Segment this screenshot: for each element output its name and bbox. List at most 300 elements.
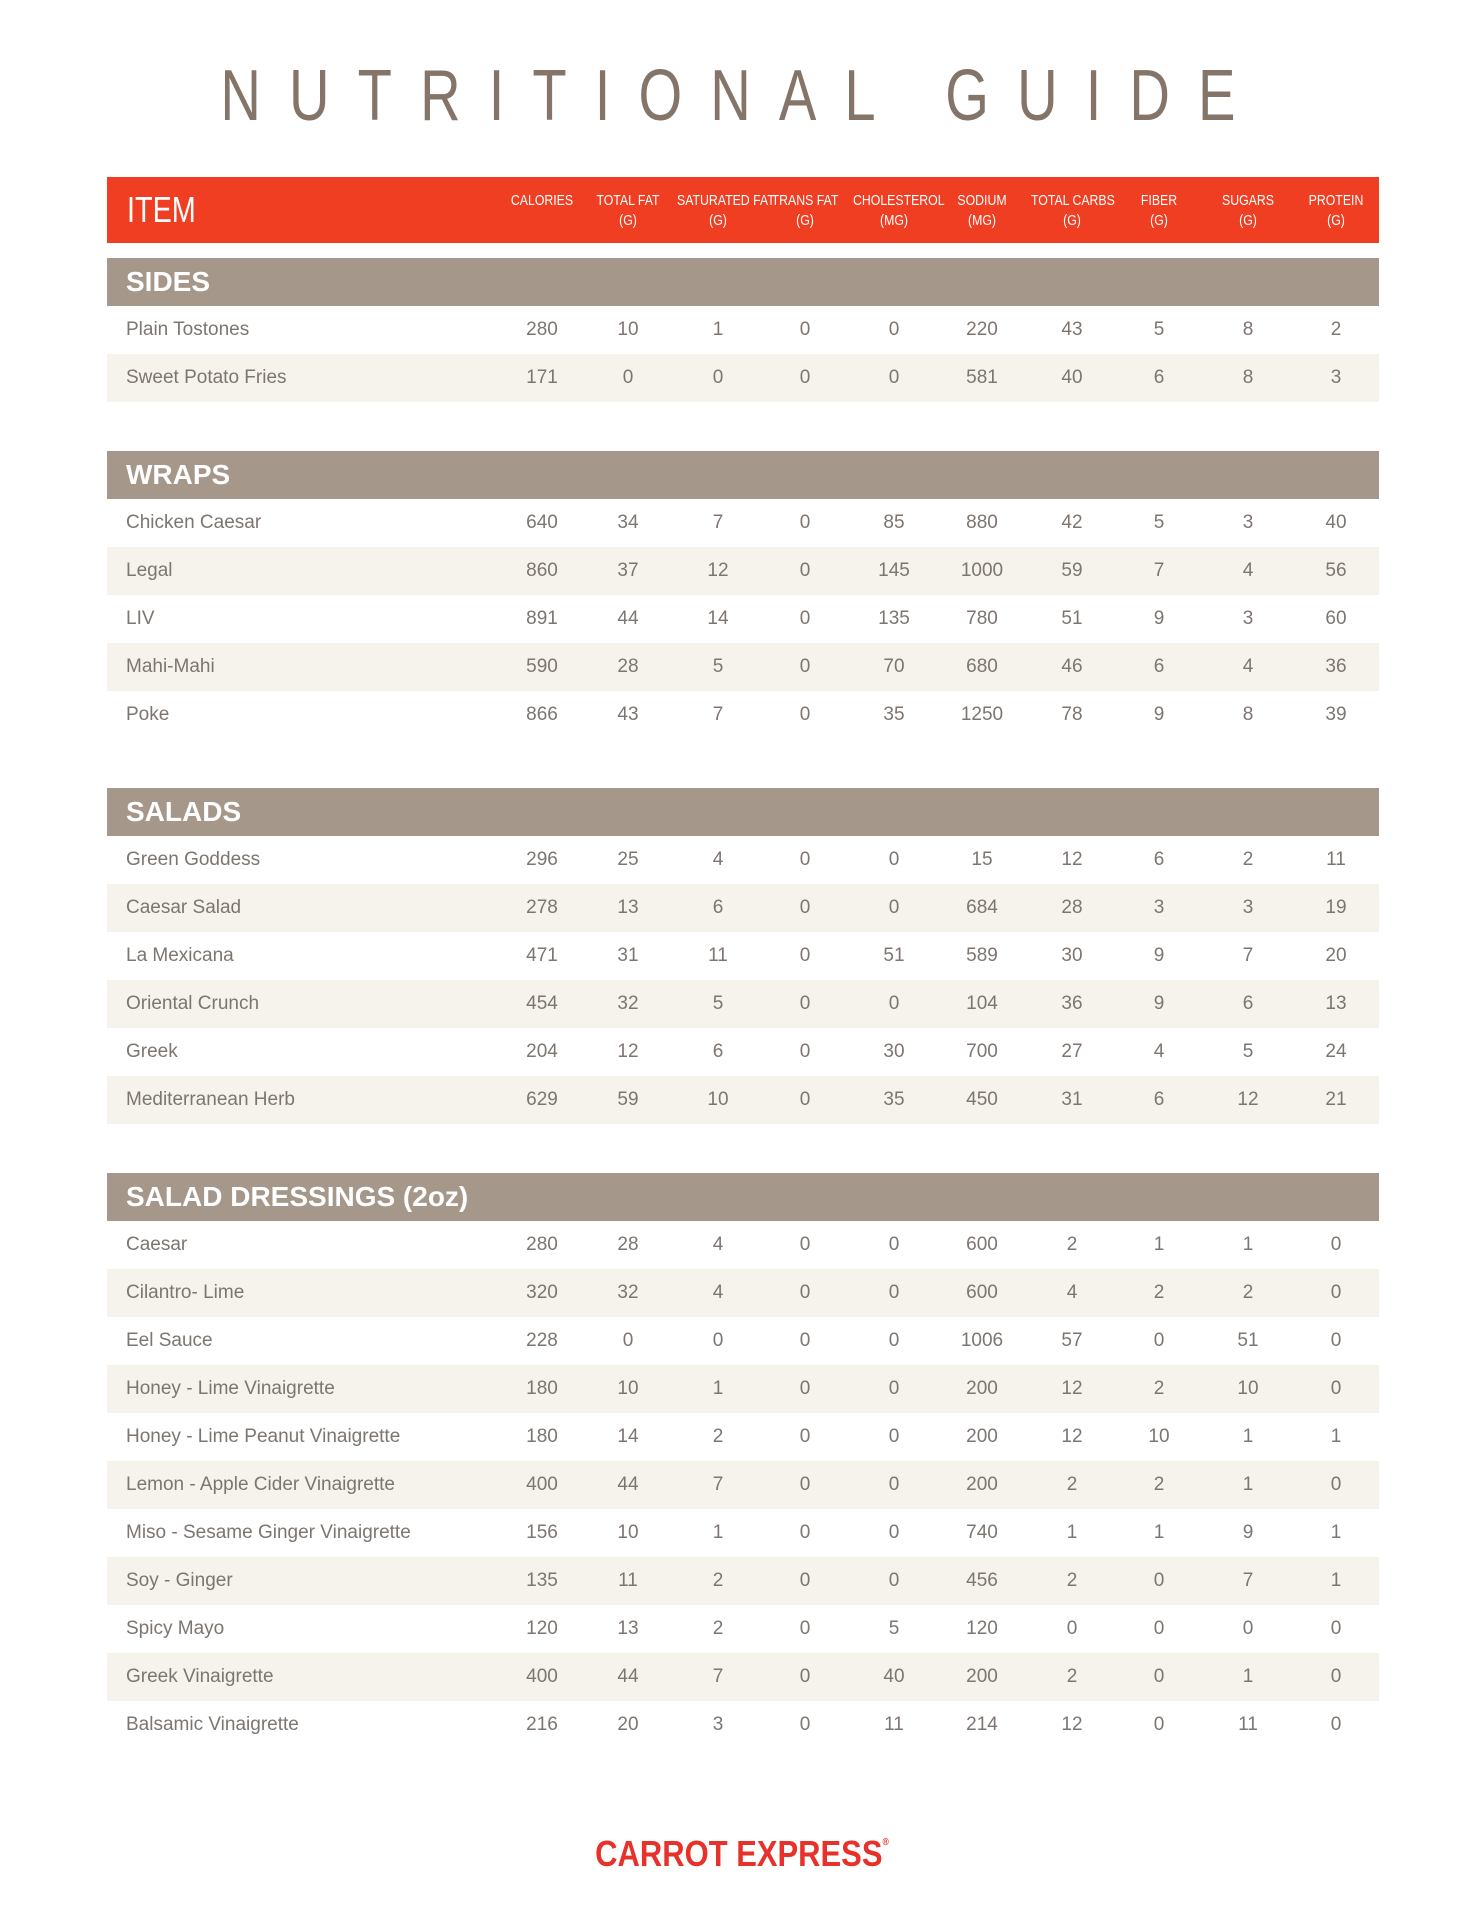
table-row [107, 884, 1379, 932]
table-cell: 43 [1061, 319, 1083, 340]
table-cell: 0 [799, 608, 811, 629]
table-cell: 0 [799, 897, 811, 918]
table-cell: 10 [617, 1378, 639, 1399]
table-cell: 5 [712, 656, 724, 677]
item-name: Chicken Caesar [126, 512, 262, 533]
table-cell: 13 [617, 897, 639, 918]
table-row [107, 1317, 1379, 1365]
table-cell: 12 [1061, 849, 1083, 870]
table-cell: 11 [708, 945, 728, 966]
table-cell: 0 [1330, 1330, 1342, 1351]
table-cell: 0 [799, 367, 811, 388]
table-cell: 12 [1061, 1426, 1083, 1447]
table-cell: 0 [888, 1426, 900, 1447]
table-cell: 6 [712, 897, 724, 918]
table-cell: 24 [1325, 1041, 1347, 1062]
item-name: Honey - Lime Vinaigrette [126, 1378, 335, 1399]
table-cell: 0 [1242, 1618, 1254, 1639]
table-row [107, 1413, 1379, 1461]
column-header [764, 191, 846, 231]
column-header-unit: (MG) [879, 212, 909, 229]
item-name: Cilantro- Lime [126, 1282, 245, 1303]
table-cell: 180 [526, 1426, 558, 1447]
table-cell: 44 [617, 1666, 639, 1687]
table-cell: 0 [712, 1330, 724, 1351]
table-cell: 32 [617, 993, 639, 1014]
table-cell: 70 [883, 656, 905, 677]
table-row [107, 1028, 1379, 1076]
table-cell: 180 [526, 1378, 558, 1399]
column-header-label: CHOLESTEROL [853, 192, 945, 209]
table-cell: 780 [966, 608, 998, 629]
table-cell: 85 [883, 512, 905, 533]
table-cell: 120 [966, 1618, 998, 1639]
table-cell: 10 [707, 1089, 729, 1110]
table-row [107, 980, 1379, 1028]
table-cell: 684 [966, 897, 998, 918]
table-row [107, 1076, 1379, 1124]
table-cell: 135 [878, 608, 910, 629]
item-name: Lemon - Apple Cider Vinaigrette [126, 1474, 395, 1495]
table-cell: 0 [888, 1474, 900, 1495]
table-cell: 0 [888, 849, 900, 870]
brand-logo: CARROT EXPRESS® [595, 1833, 889, 1874]
table-cell: 7 [1242, 945, 1254, 966]
nutrition-table [107, 177, 1379, 1749]
table-cell: 589 [966, 945, 998, 966]
table-cell: 5 [888, 1618, 900, 1639]
table-row [107, 1653, 1379, 1701]
table-cell: 37 [617, 560, 639, 581]
table-cell: 31 [617, 945, 639, 966]
table-cell: 866 [526, 704, 558, 725]
table-cell: 2 [1066, 1666, 1078, 1687]
item-name: Greek Vinaigrette [126, 1666, 274, 1687]
column-header-label: TOTAL FAT [596, 192, 660, 209]
table-cell: 220 [966, 319, 998, 340]
table-cell: 10 [617, 319, 639, 340]
table-cell: 0 [1330, 1666, 1342, 1687]
table-cell: 12 [1237, 1089, 1259, 1110]
table-cell: 8 [1242, 367, 1254, 388]
column-header-unit: (G) [1063, 212, 1081, 229]
table-cell: 0 [799, 1570, 811, 1591]
table-cell: 4 [712, 1282, 724, 1303]
column-header-unit: (G) [619, 212, 637, 229]
table-cell: 145 [878, 560, 910, 581]
item-name: Mediterranean Herb [126, 1089, 295, 1110]
table-cell: 0 [799, 656, 811, 677]
table-cell: 10 [1148, 1426, 1170, 1447]
item-name: Balsamic Vinaigrette [126, 1714, 299, 1735]
table-cell: 0 [888, 1282, 900, 1303]
table-cell: 0 [799, 319, 811, 340]
table-cell: 11 [1326, 849, 1346, 870]
column-header-label: FIBER [1140, 192, 1178, 209]
table-cell: 4 [1242, 560, 1254, 581]
column-header-label: TOTAL CARBS [1031, 192, 1115, 209]
item-name: Caesar [126, 1234, 188, 1255]
table-cell: 2 [1330, 319, 1342, 340]
table-cell: 5 [1153, 319, 1165, 340]
table-cell: 0 [799, 1426, 811, 1447]
column-header [501, 191, 583, 211]
table-cell: 7 [712, 704, 724, 725]
table-row [107, 1269, 1379, 1317]
column-header-label: TRANS FAT [771, 192, 839, 209]
table-cell: 9 [1153, 608, 1165, 629]
table-cell: 0 [1330, 1282, 1342, 1303]
table-cell: 8 [1242, 319, 1254, 340]
table-row [107, 1509, 1379, 1557]
table-cell: 200 [966, 1378, 998, 1399]
table-cell: 36 [1325, 656, 1347, 677]
table-cell: 135 [526, 1570, 558, 1591]
item-name: Green Goddess [126, 849, 261, 870]
table-cell: 120 [526, 1618, 558, 1639]
table-cell: 12 [1061, 1714, 1083, 1735]
table-header [107, 177, 1379, 243]
column-header-unit: (MG) [967, 212, 997, 229]
table-cell: 0 [888, 993, 900, 1014]
table-cell: 28 [617, 1234, 639, 1255]
table-cell: 3 [1153, 897, 1165, 918]
table-cell: 0 [888, 1330, 900, 1351]
table-row [107, 306, 1379, 354]
table-cell: 10 [1237, 1378, 1259, 1399]
table-cell: 0 [799, 1282, 811, 1303]
item-name: Eel Sauce [126, 1330, 213, 1351]
table-row [107, 1557, 1379, 1605]
table-row [107, 691, 1379, 739]
table-cell: 60 [1325, 608, 1347, 629]
table-cell: 4 [1066, 1282, 1078, 1303]
table-row [107, 643, 1379, 691]
column-header [1031, 191, 1113, 231]
table-cell: 20 [1325, 945, 1347, 966]
table-cell: 0 [1153, 1330, 1165, 1351]
table-cell: 296 [526, 849, 558, 870]
table-cell: 4 [712, 849, 724, 870]
table-cell: 13 [1325, 993, 1347, 1014]
table-cell: 581 [966, 367, 998, 388]
table-cell: 2 [1066, 1234, 1078, 1255]
table-cell: 1 [1242, 1666, 1254, 1687]
table-cell: 0 [1153, 1666, 1165, 1687]
item-name: Soy - Ginger [126, 1570, 233, 1591]
table-cell: 12 [1061, 1378, 1083, 1399]
column-header-unit: (G) [709, 212, 727, 229]
table-cell: 6 [1242, 993, 1254, 1014]
table-cell: 1 [1153, 1522, 1165, 1543]
table-cell: 13 [617, 1618, 639, 1639]
table-cell: 12 [707, 560, 729, 581]
table-cell: 1 [712, 319, 724, 340]
table-cell: 0 [799, 1714, 811, 1735]
item-name: LIV [126, 608, 155, 629]
table-cell: 7 [1153, 560, 1165, 581]
table-cell: 43 [617, 704, 639, 725]
table-row [107, 1221, 1379, 1269]
table-cell: 0 [1153, 1618, 1165, 1639]
column-header-label: SUGARS [1222, 192, 1274, 209]
table-cell: 6 [1153, 849, 1165, 870]
table-cell: 12 [617, 1041, 639, 1062]
table-cell: 30 [883, 1041, 905, 1062]
table-cell: 200 [966, 1426, 998, 1447]
table-cell: 171 [526, 367, 558, 388]
table-cell: 0 [1153, 1570, 1165, 1591]
table-row [107, 932, 1379, 980]
table-cell: 2 [712, 1426, 724, 1447]
table-cell: 40 [883, 1666, 905, 1687]
table-cell: 5 [1153, 512, 1165, 533]
table-cell: 46 [1061, 656, 1083, 677]
item-name: Poke [126, 704, 170, 725]
column-header-unit: (G) [796, 212, 814, 229]
table-cell: 59 [1061, 560, 1083, 581]
table-cell: 32 [617, 1282, 639, 1303]
table-cell: 0 [799, 704, 811, 725]
table-cell: 34 [617, 512, 639, 533]
table-cell: 51 [883, 945, 905, 966]
table-cell: 1006 [960, 1330, 1004, 1351]
table-cell: 0 [799, 1474, 811, 1495]
table-cell: 104 [966, 993, 998, 1014]
table-cell: 0 [1330, 1378, 1342, 1399]
item-name: Sweet Potato Fries [126, 367, 287, 388]
table-cell: 1 [1242, 1426, 1254, 1447]
table-cell: 40 [1061, 367, 1083, 388]
column-header-unit: (G) [1327, 212, 1345, 229]
table-cell: 1 [1153, 1234, 1165, 1255]
table-cell: 44 [617, 608, 639, 629]
item-name: Greek [126, 1041, 178, 1062]
table-cell: 6 [1153, 367, 1165, 388]
table-row [107, 354, 1379, 402]
table-cell: 30 [1061, 945, 1083, 966]
table-cell: 0 [1330, 1618, 1342, 1639]
table-cell: 28 [1061, 897, 1083, 918]
section-header: WRAPS [107, 451, 1379, 499]
table-cell: 0 [888, 897, 900, 918]
item-name: Legal [126, 560, 173, 581]
column-header [587, 191, 669, 231]
column-header-unit: (G) [1150, 212, 1168, 229]
table-cell: 6 [712, 1041, 724, 1062]
table-cell: 3 [1330, 367, 1342, 388]
table-cell: 3 [1242, 897, 1254, 918]
table-cell: 400 [526, 1666, 558, 1687]
table-cell: 31 [1061, 1089, 1083, 1110]
table-cell: 0 [888, 1234, 900, 1255]
table-cell: 6 [1153, 1089, 1165, 1110]
page-title: NUTRITIONAL GUIDE [220, 56, 1264, 136]
table-cell: 0 [888, 1378, 900, 1399]
table-cell: 0 [799, 849, 811, 870]
table-cell: 1 [712, 1522, 724, 1543]
table-cell: 1 [1330, 1426, 1342, 1447]
table-cell: 20 [617, 1714, 639, 1735]
table-cell: 640 [526, 512, 558, 533]
column-header-label: SATURATED FAT [677, 192, 775, 209]
table-cell: 450 [966, 1089, 998, 1110]
table-cell: 590 [526, 656, 558, 677]
table-cell: 21 [1325, 1089, 1347, 1110]
table-cell: 57 [1061, 1330, 1083, 1351]
table-cell: 278 [526, 897, 558, 918]
column-header [1207, 191, 1289, 231]
table-cell: 35 [883, 704, 905, 725]
column-header [1118, 191, 1200, 231]
table-cell: 0 [622, 1330, 634, 1351]
table-cell: 456 [966, 1570, 998, 1591]
table-cell: 156 [526, 1522, 558, 1543]
table-cell: 25 [617, 849, 639, 870]
table-cell: 5 [712, 993, 724, 1014]
table-cell: 40 [1325, 512, 1347, 533]
column-header-label: CALORIES [510, 192, 574, 209]
table-cell: 36 [1061, 993, 1083, 1014]
table-cell: 4 [712, 1234, 724, 1255]
table-cell: 3 [712, 1714, 724, 1735]
table-cell: 0 [888, 1522, 900, 1543]
table-cell: 0 [799, 1089, 811, 1110]
table-cell: 280 [526, 319, 558, 340]
table-cell: 2 [1153, 1378, 1165, 1399]
table-cell: 11 [1238, 1714, 1258, 1735]
table-row [107, 1701, 1379, 1749]
table-cell: 0 [1330, 1714, 1342, 1735]
table-cell: 0 [1066, 1618, 1078, 1639]
table-cell: 7 [712, 1474, 724, 1495]
table-cell: 59 [617, 1089, 639, 1110]
table-cell: 1250 [960, 704, 1004, 725]
table-cell: 0 [799, 1378, 811, 1399]
table-cell: 214 [966, 1714, 998, 1735]
table-cell: 0 [712, 367, 724, 388]
table-cell: 216 [526, 1714, 558, 1735]
table-cell: 42 [1061, 512, 1083, 533]
table-cell: 0 [622, 367, 634, 388]
table-cell: 27 [1061, 1041, 1083, 1062]
section-header: SALADS [107, 788, 1379, 836]
table-cell: 0 [799, 1330, 811, 1351]
table-row [107, 1461, 1379, 1509]
item-name: Plain Tostones [126, 319, 250, 340]
table-cell: 0 [799, 945, 811, 966]
table-cell: 0 [799, 512, 811, 533]
table-cell: 0 [799, 1618, 811, 1639]
column-header-label: SODIUM [957, 192, 1007, 209]
table-row [107, 1605, 1379, 1653]
table-cell: 3 [1242, 608, 1254, 629]
table-cell: 860 [526, 560, 558, 581]
table-cell: 14 [617, 1426, 639, 1447]
table-cell: 0 [799, 1666, 811, 1687]
table-cell: 51 [1061, 608, 1083, 629]
item-name: Spicy Mayo [126, 1618, 225, 1639]
table-cell: 6 [1153, 656, 1165, 677]
table-cell: 680 [966, 656, 998, 677]
table-cell: 44 [617, 1474, 639, 1495]
column-header-label: PROTEIN [1308, 192, 1364, 209]
table-cell: 700 [966, 1041, 998, 1062]
table-cell: 2 [1153, 1282, 1165, 1303]
table-cell: 10 [617, 1522, 639, 1543]
table-cell: 0 [799, 993, 811, 1014]
table-cell: 0 [1153, 1714, 1165, 1735]
table-cell: 891 [526, 608, 558, 629]
table-cell: 280 [526, 1234, 558, 1255]
table-cell: 0 [1330, 1234, 1342, 1255]
table-cell: 4 [1153, 1041, 1165, 1062]
table-cell: 51 [1237, 1330, 1259, 1351]
table-cell: 600 [966, 1234, 998, 1255]
table-cell: 19 [1325, 897, 1347, 918]
table-cell: 200 [966, 1666, 998, 1687]
table-cell: 1 [1330, 1522, 1342, 1543]
table-cell: 11 [618, 1570, 638, 1591]
column-header [1295, 191, 1377, 231]
table-cell: 1 [1242, 1474, 1254, 1495]
table-row [107, 595, 1379, 643]
table-cell: 56 [1325, 560, 1347, 581]
section-header: SALAD DRESSINGS (2oz) [107, 1173, 1379, 1221]
table-cell: 0 [799, 1234, 811, 1255]
table-cell: 1 [1242, 1234, 1254, 1255]
table-cell: 228 [526, 1330, 558, 1351]
table-row [107, 547, 1379, 595]
table-row [107, 499, 1379, 547]
table-cell: 7 [712, 1666, 724, 1687]
table-cell: 0 [799, 1522, 811, 1543]
table-cell: 7 [1242, 1570, 1254, 1591]
column-header [941, 191, 1023, 231]
table-cell: 0 [1330, 1474, 1342, 1495]
table-cell: 454 [526, 993, 558, 1014]
table-cell: 600 [966, 1282, 998, 1303]
table-cell: 471 [526, 945, 558, 966]
table-cell: 7 [712, 512, 724, 533]
table-cell: 2 [1066, 1474, 1078, 1495]
table-cell: 1000 [960, 560, 1004, 581]
table-cell: 200 [966, 1474, 998, 1495]
table-cell: 11 [884, 1714, 904, 1735]
table-cell: 4 [1242, 656, 1254, 677]
table-cell: 9 [1153, 945, 1165, 966]
table-cell: 14 [707, 608, 729, 629]
table-cell: 2 [1066, 1570, 1078, 1591]
item-name: Mahi-Mahi [126, 656, 215, 677]
table-cell: 0 [799, 1041, 811, 1062]
table-cell: 0 [799, 560, 811, 581]
table-cell: 1 [712, 1378, 724, 1399]
table-cell: 8 [1242, 704, 1254, 725]
item-name: Miso - Sesame Ginger Vinaigrette [126, 1522, 411, 1543]
table-row [107, 1365, 1379, 1413]
table-cell: 35 [883, 1089, 905, 1110]
table-cell: 740 [966, 1522, 998, 1543]
table-cell: 2 [1242, 1282, 1254, 1303]
item-name: Oriental Crunch [126, 993, 260, 1014]
table-cell: 15 [971, 849, 993, 870]
item-name: Honey - Lime Peanut Vinaigrette [126, 1426, 401, 1447]
table-cell: 9 [1153, 993, 1165, 1014]
table-cell: 9 [1242, 1522, 1254, 1543]
item-column-header: ITEM [127, 189, 196, 230]
section-header: SIDES [107, 258, 1379, 306]
